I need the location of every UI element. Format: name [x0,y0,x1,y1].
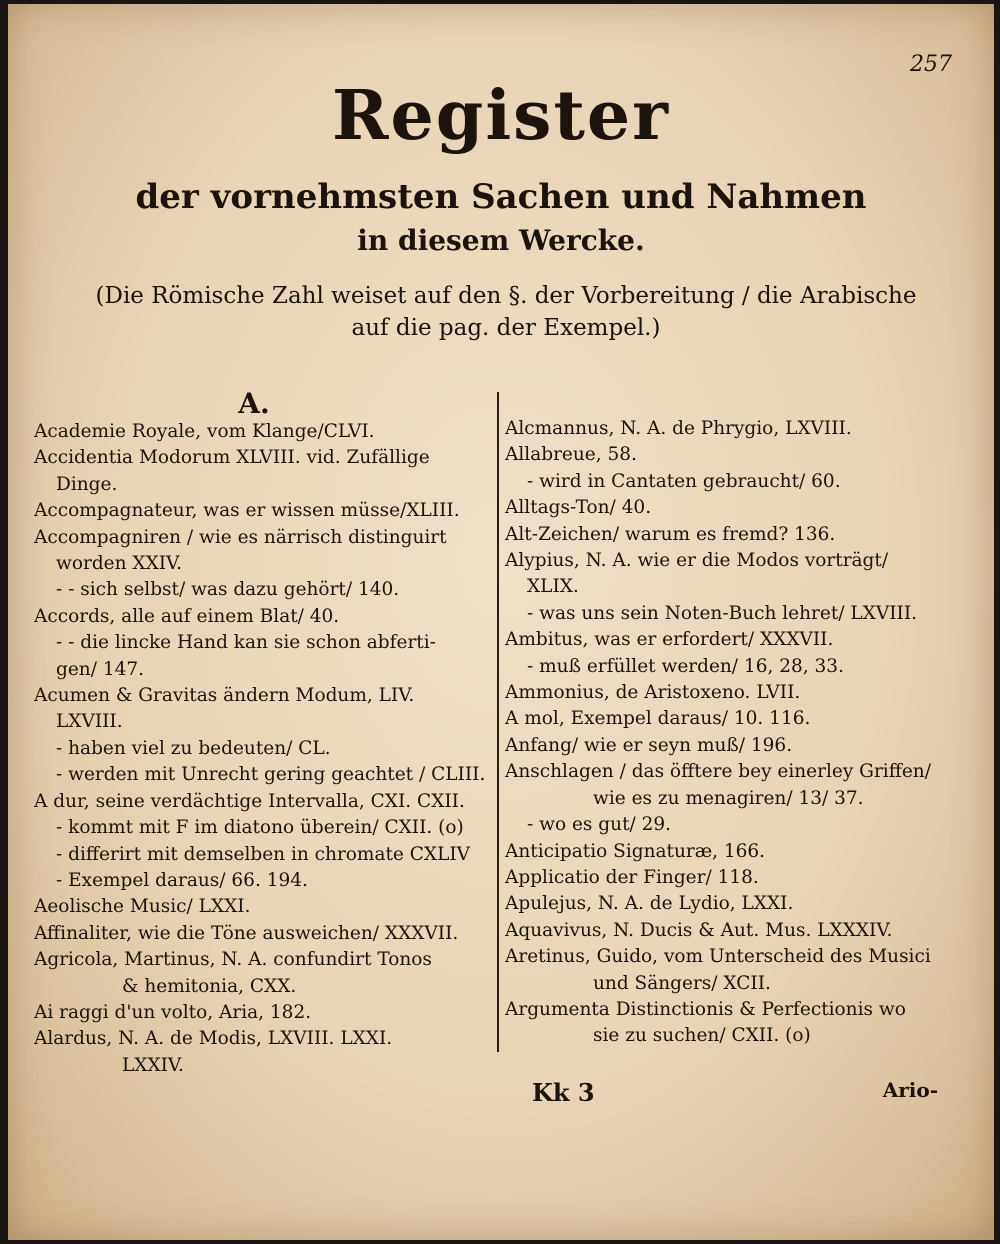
index-entry: Aquavivus, N. Ducis & Aut. Mus. LXXXIV. [505,919,893,941]
index-entry: Alardus, N. A. de Modis, LXVIII. LXXI. [34,1028,393,1050]
index-entry: XLIX. [527,576,579,598]
index-entry: Applicatio der Finger/ 118. [505,866,759,888]
index-entry: Academie Royale, vom Klange/CLVI. [34,421,375,442]
index-entry: Accompagnateur, was er wissen müsse/XLIII. [34,500,460,522]
page-number: 257 [910,52,952,77]
index-entry: worden XXIV. [56,553,183,575]
index-entry: Acumen & Gravitas ändern Modum, LIV. [34,685,415,707]
index-entry: LXVIII. [56,711,123,733]
index-entry: Anschlagen / das öfftere bey einerley Griffen/ [505,761,931,783]
note-line-2: auf die pag. der Exempel.) [351,315,661,341]
index-entry: und Sängers/ XCII. [593,972,771,994]
section-letter: A. [238,387,270,420]
page [8,4,994,1240]
note-line-1: (Die Römische Zahl weiset auf den §. der Vorbereitung / die Arabische [95,283,917,309]
index-entry: Agricola, Martinus, N. A. confundirt Tonos [34,949,432,971]
index-entry: Accompagniren / wie es närrisch distinguirt [34,526,447,548]
index-entry: Anfang/ wie er seyn muß/ 196. [505,734,793,756]
index-entry: - - die lincke Hand kan sie schon abferti- [56,632,436,654]
index-entry: Ai raggi d'un volto, Aria, 182. [34,1001,312,1023]
index-entry: - muß erfüllet werden/ 16, 28, 33. [527,655,844,677]
index-entry: Aretinus, Guido, vom Unterscheid des Musici [505,946,931,968]
index-entry: Dinge. [56,473,118,495]
index-entry: - differirt mit demselben in chromate CXLIV [56,843,471,865]
index-entry: - - sich selbst/ was dazu gehört/ 140. [56,579,400,601]
index-entry: Affinaliter, wie die Töne ausweichen/ XXXVII. [34,922,459,944]
index-entry: - was uns sein Noten-Buch lehret/ LXVIII. [527,602,918,624]
column-divider [497,392,499,1052]
index-entry: Accidentia Modorum XLVIII. vid. Zufällige [34,447,430,469]
index-entry: Alt-Zeichen/ warum es fremd? 136. [505,523,836,545]
index-entry: - kommt mit F im diatono überein/ CXII. (o) [56,817,464,839]
index-entry: Apulejus, N. A. de Lydio, LXXI. [505,893,794,915]
index-entry: Argumenta Distinctionis & Perfectionis wo [505,998,906,1020]
index-entry: Allabreue, 58. [505,444,637,466]
index-entry: Alcmannus, N. A. de Phrygio, LXVIII. [505,418,852,439]
index-entry: A mol, Exempel daraus/ 10. 116. [505,708,811,730]
index-entry: Alltags-Ton/ 40. [505,497,652,519]
index-entry: wie es zu menagiren/ 13/ 37. [593,787,864,809]
index-entry: LXXIV. [122,1054,184,1076]
index-entry: A dur, seine verdächtige Intervalla, CXI. CXII. [34,790,465,812]
index-entry: - Exempel daraus/ 66. 194. [56,869,308,891]
index-entry: Ammonius, de Aristoxeno. LVII. [505,682,801,704]
index-entry: Accords, alle auf einem Blat/ 40. [34,605,340,627]
catchword: Ario- [882,1078,938,1102]
index-entry: - wird in Cantaten gebraucht/ 60. [527,470,841,492]
index-entry: Alypius, N. A. wie er die Modos vorträgt/ [505,550,889,572]
explanatory-note [78,280,934,344]
page-subtitle: der vornehmsten Sachen und Nahmen [135,177,867,217]
index-entry: Ambitus, was er erfordert/ XXXVII. [505,629,834,651]
page-title: Register [332,76,670,156]
page-subtitle-2: in diesem Wercke. [357,224,645,257]
index-entry: - wo es gut/ 29. [527,814,672,836]
index-entry: & hemitonia, CXX. [122,975,297,997]
right-column [505,416,965,1050]
left-column [34,389,494,1079]
index-entry: Aeolische Music/ LXXI. [34,896,251,918]
signature-mark: Kk 3 [532,1078,595,1107]
index-entry: Anticipatio Signaturæ, 166. [505,840,766,862]
index-entry: sie zu suchen/ CXII. (o) [593,1025,811,1047]
index-entry: - haben viel zu bedeuten/ CL. [56,737,331,759]
index-entry: gen/ 147. [56,658,145,680]
index-entry: - werden mit Unrecht gering geachtet / CLIII. [56,764,486,786]
